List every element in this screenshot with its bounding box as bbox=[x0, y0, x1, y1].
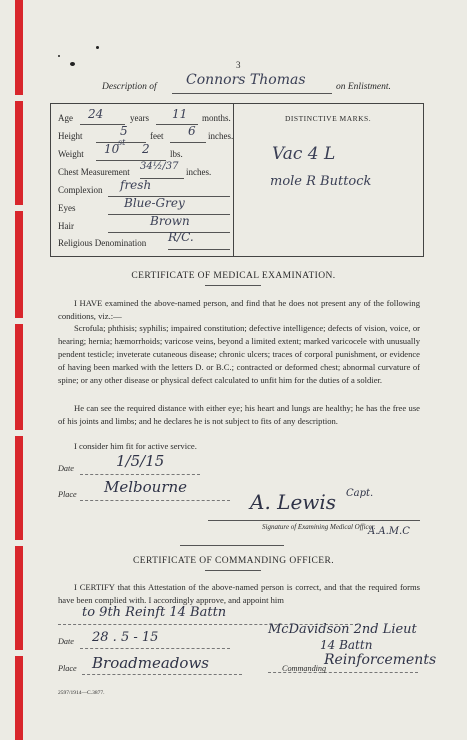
weight-stone: 10 bbox=[104, 142, 120, 156]
age-months: 11 bbox=[172, 107, 188, 121]
distinctive-mark-1: Vac 4 L bbox=[272, 144, 336, 164]
weight-label: Weight bbox=[58, 149, 84, 159]
weight-stone-sup: st bbox=[118, 138, 126, 147]
age-years: 24 bbox=[88, 107, 104, 121]
inches-label: inches. bbox=[208, 131, 234, 141]
chest-unit: inches. bbox=[186, 167, 212, 177]
description-prefix: Description of bbox=[102, 82, 157, 92]
commanding-signature: McDavidson 2nd Lieut bbox=[268, 622, 417, 637]
commanding-place: Broadmeadows bbox=[92, 654, 209, 672]
years-label: years bbox=[130, 113, 149, 123]
medical-conditions: Scrofula; phthisis; syphilis; impaired constitution; defective intelligence; defects of vision, voice, or hearing; hernia; hæmorrhoids; varicose veins, beyond a limited extent; marked varicocele with unusually pendent testicle; inveterate cutaneous disease; chronic ulcers; traces of corporal punishment, or evidence of having been marked with the letters D. or B.C.; contracted or deformed chest; abnormal curvature of spine; or any other disease or physical defect calculated to unfit him for the duties of a soldier. bbox=[58, 323, 420, 386]
distinctive-marks-heading: DISTINCTIVE MARKS. bbox=[285, 114, 372, 123]
religion-value: R/C. bbox=[168, 230, 194, 244]
complexion-value: fresh bbox=[120, 178, 152, 192]
ink-speck bbox=[70, 62, 75, 66]
medical-signature-label: Signature of Examining Medical Officer. bbox=[262, 523, 376, 531]
eyes-label: Eyes bbox=[58, 203, 76, 213]
height-feet: 5 bbox=[120, 124, 128, 138]
commanding-battalion: 14 Battn bbox=[320, 638, 373, 652]
hair-value: Brown bbox=[150, 214, 190, 228]
medical-officer-rank: Capt. bbox=[346, 488, 374, 499]
medical-intro: I HAVE examined the above-named person, and find that he does not present any of the following conditions, viz.:— bbox=[58, 298, 420, 322]
description-suffix: on Enlistment. bbox=[336, 82, 391, 92]
commanding-place-label: Place bbox=[58, 664, 77, 673]
medical-place: Melbourne bbox=[104, 478, 188, 496]
appointment: to 9th Reinft 14 Battn bbox=[82, 605, 227, 620]
weight-lbs: 2 bbox=[142, 142, 150, 156]
age-row bbox=[58, 113, 73, 123]
age-label: Age bbox=[58, 113, 73, 123]
chest-value: 34½/37 bbox=[140, 161, 179, 172]
hair-label: Hair bbox=[58, 221, 74, 231]
medical-corps: A.A.M.C bbox=[368, 526, 410, 537]
medical-fit: I consider him fit for active service. bbox=[74, 441, 197, 451]
enlistee-name: Connors Thomas bbox=[186, 72, 306, 88]
complexion-label: Complexion bbox=[58, 185, 103, 195]
ink-speck bbox=[58, 55, 60, 57]
commanding-heading: CERTIFICATE OF COMMANDING OFFICER. bbox=[133, 556, 334, 566]
months-label: months. bbox=[202, 113, 231, 123]
height-label: Height bbox=[58, 131, 83, 141]
medical-date: 1/5/15 bbox=[116, 452, 165, 470]
commanding-reinforcements: Reinforcements bbox=[324, 652, 437, 668]
medical-officer-signature: A. Lewis bbox=[250, 490, 337, 514]
eyes-value: Blue-Grey bbox=[124, 196, 185, 210]
medical-heading: CERTIFICATE OF MEDICAL EXAMINATION. bbox=[131, 271, 336, 281]
commanding-text: I CERTIFY that this Attestation of the above-named person is correct, and that the required forms have been complied with. I accordingly approve, and appoint him bbox=[58, 582, 420, 606]
commanding-date: 28 . 5 - 15 bbox=[92, 630, 159, 645]
lbs-label: lbs. bbox=[170, 149, 183, 159]
medical-vision: He can see the required distance with either eye; his heart and lungs are healthy; he has the free use of his joints and limbs; and he declares he is not subject to fits of any description. bbox=[58, 403, 420, 427]
height-inches: 6 bbox=[188, 124, 196, 138]
red-margin-line bbox=[15, 0, 23, 740]
religion-label: Religious Denomination bbox=[58, 238, 147, 248]
ink-speck bbox=[96, 46, 99, 49]
feet-label: feet bbox=[150, 131, 164, 141]
commanding-label: Commanding bbox=[282, 664, 327, 673]
page-number: 3 bbox=[236, 60, 241, 70]
medical-date-label: Date bbox=[58, 464, 74, 473]
chest-label: Chest Measurement bbox=[58, 167, 130, 177]
commanding-date-label: Date bbox=[58, 637, 74, 646]
distinctive-mark-2: mole R Buttock bbox=[270, 174, 372, 189]
printer-mark: 2597/1914—C.3877. bbox=[58, 690, 105, 696]
medical-place-label: Place bbox=[58, 490, 77, 499]
